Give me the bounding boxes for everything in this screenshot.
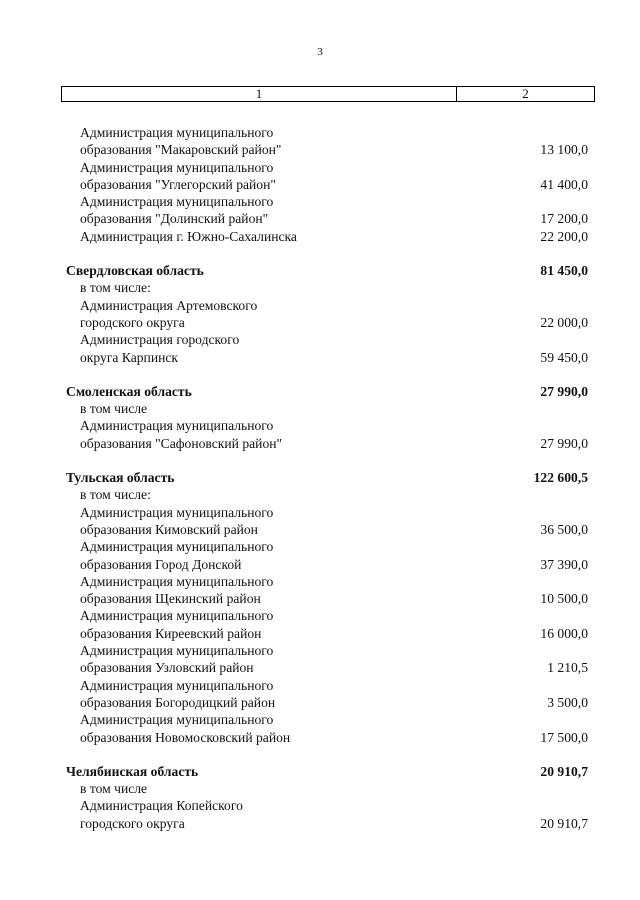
- recipient-row: [0, 141, 640, 158]
- recipient-name: Администрация муниципального: [80, 573, 274, 589]
- recipient-amount: 41 400,0: [540, 176, 588, 192]
- recipient-name: образования Узловский район: [80, 660, 254, 676]
- including-label: в том числе: [80, 401, 148, 417]
- recipient-name: Администрация г. Южно-Сахалинска: [80, 228, 297, 244]
- recipient-name: Администрация городского: [80, 332, 240, 348]
- including-label-row: [0, 780, 640, 797]
- region-name: Тульская область: [66, 470, 175, 486]
- recipient-row: [0, 314, 640, 331]
- block-gap: [0, 746, 640, 763]
- recipient-name: Администрация муниципального: [80, 712, 274, 728]
- recipient-amount: 59 450,0: [540, 349, 588, 365]
- recipient-row: [0, 694, 640, 711]
- recipient-amount: 13 100,0: [540, 142, 588, 158]
- recipient-row: [0, 193, 640, 210]
- recipient-row: [0, 625, 640, 642]
- recipient-amount: 17 200,0: [540, 211, 588, 227]
- recipient-amount: 17 500,0: [540, 729, 588, 745]
- recipient-name: Администрация муниципального: [80, 539, 274, 555]
- recipient-name: образования Богородицкий район: [80, 694, 276, 710]
- table-header-col2: 2: [522, 86, 529, 101]
- table-header: [61, 86, 595, 102]
- recipient-row: [0, 210, 640, 227]
- recipient-row: [0, 349, 640, 366]
- recipient-amount: 1 210,5: [547, 660, 588, 676]
- page-number: 3: [317, 46, 323, 58]
- recipient-amount: 22 200,0: [540, 228, 588, 244]
- recipient-name: городского округа: [80, 314, 185, 330]
- recipient-name: Администрация муниципального: [80, 418, 274, 434]
- recipient-name: городского округа: [80, 815, 185, 831]
- including-label: в том числе: [80, 781, 148, 797]
- recipient-name: образования Новомосковский район: [80, 729, 291, 745]
- block-gap: [0, 452, 640, 469]
- recipient-amount: 10 500,0: [540, 591, 588, 607]
- recipient-row: [0, 797, 640, 814]
- including-label-row: [0, 279, 640, 296]
- recipient-amount: 20 910,7: [540, 815, 588, 831]
- recipient-name: образования Киреевский район: [80, 625, 262, 641]
- including-label: в том числе:: [80, 487, 151, 503]
- recipient-row: [0, 659, 640, 676]
- recipient-name: Администрация Копейского: [80, 798, 243, 814]
- recipient-row: [0, 573, 640, 590]
- region-total: 20 910,7: [540, 763, 588, 779]
- recipient-row: [0, 607, 640, 624]
- recipient-row: [0, 159, 640, 176]
- table-header-col1: 1: [62, 87, 457, 101]
- including-label-row: [0, 400, 640, 417]
- recipient-name: округа Карпинск: [80, 349, 179, 365]
- block-gap: [0, 366, 640, 383]
- recipient-row: [0, 815, 640, 832]
- including-label-row: [0, 486, 640, 503]
- recipient-amount: 27 990,0: [540, 435, 588, 451]
- recipient-amount: 37 390,0: [540, 556, 588, 572]
- region-row: [0, 383, 640, 400]
- recipient-name: образования "Долинский район": [80, 211, 269, 227]
- recipient-row: [0, 435, 640, 452]
- recipient-row: [0, 729, 640, 746]
- recipient-row: [0, 538, 640, 555]
- allocation-list: [0, 124, 640, 832]
- recipient-name: Администрация Артемовского: [80, 297, 258, 313]
- region-name: Свердловская область: [66, 263, 204, 279]
- recipient-name: Администрация муниципального: [80, 159, 274, 175]
- recipient-row: [0, 297, 640, 314]
- recipient-row: [0, 417, 640, 434]
- recipient-row: [0, 521, 640, 538]
- region-name: Челябинская область: [66, 763, 199, 779]
- region-total: 81 450,0: [540, 263, 588, 279]
- recipient-name: Администрация муниципального: [80, 608, 274, 624]
- region-total: 27 990,0: [540, 383, 588, 399]
- recipient-row: [0, 124, 640, 141]
- recipient-row: [0, 642, 640, 659]
- recipient-name: Администрация муниципального: [80, 194, 274, 210]
- recipient-name: образования Город Донской: [80, 556, 242, 572]
- recipient-row: [0, 331, 640, 348]
- recipient-name: Администрация муниципального: [80, 643, 274, 659]
- recipient-name: образования Щекинский район: [80, 591, 261, 607]
- recipient-row: [0, 590, 640, 607]
- region-total: 122 600,5: [533, 470, 588, 486]
- recipient-amount: 22 000,0: [540, 314, 588, 330]
- region-name: Смоленская область: [66, 383, 192, 399]
- region-row: [0, 763, 640, 780]
- recipient-name: Администрация муниципального: [80, 677, 274, 693]
- region-row: [0, 262, 640, 279]
- region-row: [0, 469, 640, 486]
- recipient-row: [0, 711, 640, 728]
- recipient-amount: 36 500,0: [540, 521, 588, 537]
- recipient-name: образования Кимовский район: [80, 521, 258, 537]
- recipient-row: [0, 504, 640, 521]
- recipient-row: [0, 176, 640, 193]
- recipient-name: Администрация муниципального: [80, 125, 274, 140]
- recipient-name: образования "Сафоновский район": [80, 435, 283, 451]
- recipient-name: Администрация муниципального: [80, 504, 274, 520]
- recipient-row: [0, 556, 640, 573]
- recipient-row: [0, 677, 640, 694]
- recipient-amount: 16 000,0: [540, 625, 588, 641]
- block-gap: [0, 245, 640, 262]
- recipient-name: образования "Макаровский район": [80, 142, 282, 158]
- recipient-name: образования "Углегорский район": [80, 176, 276, 192]
- recipient-row: [0, 228, 640, 245]
- recipient-amount: 3 500,0: [547, 694, 588, 710]
- including-label: в том числе:: [80, 280, 151, 296]
